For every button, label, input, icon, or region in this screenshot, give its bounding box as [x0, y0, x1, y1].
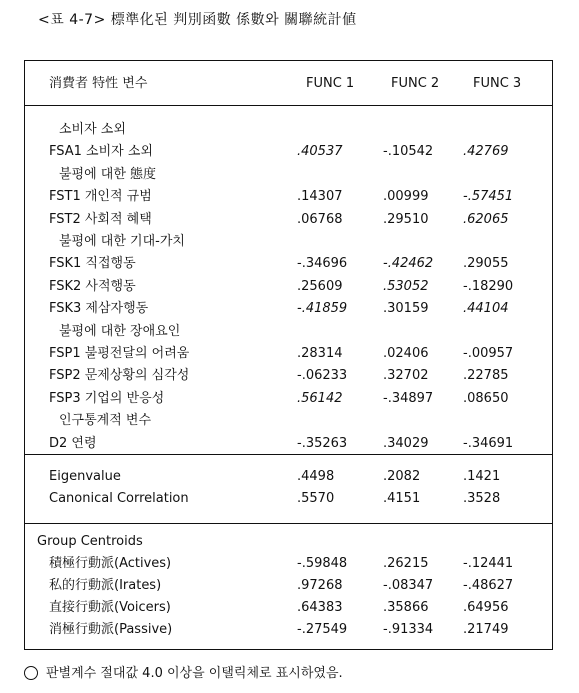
row-label: Canonical Correlation — [49, 491, 189, 506]
func-2-value: .30159 — [383, 301, 429, 317]
func-3-value: .08650 — [463, 390, 509, 406]
row-label: D2 연령 — [49, 435, 97, 451]
coefficient-row — [25, 276, 552, 298]
func-1-value: -.35263 — [297, 435, 348, 451]
func-2-value: .29510 — [383, 211, 429, 227]
footnote-text: 판별계수 절대값 4.0 이상을 이탤릭체로 표시하였음. — [46, 666, 343, 681]
header-func-1: FUNC 1 — [306, 76, 355, 91]
centroid-row — [25, 619, 552, 641]
func-2-value: -.91334 — [383, 622, 434, 637]
coefficient-row — [25, 433, 552, 455]
func-3-value: -.48627 — [463, 578, 514, 593]
row-label: FSA1 소비자 소외 — [49, 144, 153, 160]
coefficient-row — [25, 231, 552, 253]
centroid-row — [25, 553, 552, 575]
func-3-value: .62065 — [463, 211, 509, 227]
func-2-value: -.34897 — [383, 390, 434, 406]
coefficient-row — [25, 343, 552, 365]
coefficient-row — [25, 321, 552, 343]
row-label: FST1 개인적 규범 — [49, 189, 152, 205]
coefficient-row — [25, 365, 552, 387]
func-3-value: -.00957 — [463, 346, 514, 361]
row-label: FSP1 불평전달의 어려움 — [49, 346, 190, 361]
func-2-value: -.42462 — [383, 256, 434, 272]
coefficient-row — [25, 298, 552, 320]
coefficient-row — [25, 209, 552, 231]
stat-row — [25, 488, 552, 510]
func-3-value: .1421 — [463, 469, 501, 484]
coefficient-row — [25, 141, 552, 163]
func-2-value: .26215 — [383, 556, 429, 571]
stats-divider — [25, 454, 552, 455]
row-label: 소비자 소외 — [59, 122, 126, 137]
func-1-value: .64383 — [297, 600, 343, 615]
header-func-2: FUNC 2 — [391, 76, 440, 91]
func-2-value: .32702 — [383, 368, 429, 384]
func-3-value: -.12441 — [463, 556, 514, 571]
centroid-row — [25, 575, 552, 597]
func-2-value: .2082 — [383, 469, 421, 484]
func-2-value: .35866 — [383, 600, 429, 615]
coefficient-row — [25, 410, 552, 432]
func-1-value: -.27549 — [297, 622, 348, 637]
coefficient-row — [25, 119, 552, 141]
func-1-value: .40537 — [297, 144, 343, 160]
func-1-value: .28314 — [297, 346, 343, 361]
func-1-value: -.41859 — [297, 301, 348, 317]
centroids-title: Group Centroids — [37, 534, 143, 549]
row-label: 直接行動派(Voicers) — [49, 600, 171, 615]
row-label: 私的行動派(Irates) — [49, 578, 162, 593]
row-label: FSK1 직접행동 — [49, 256, 136, 272]
row-label: 불평에 대한 기대-가치 — [59, 234, 185, 249]
row-label: 불평에 대한 장애요인 — [59, 323, 181, 339]
row-label: 消極行動派(Passive) — [49, 622, 173, 637]
func-3-value: .29055 — [463, 256, 509, 272]
row-label: FSP3 기업의 반응성 — [49, 390, 165, 406]
func-3-value: .21749 — [463, 622, 509, 637]
func-2-value: -.08347 — [383, 578, 434, 593]
discriminant-table — [24, 60, 553, 650]
func-2-value: .00999 — [383, 189, 429, 205]
func-1-value: .97268 — [297, 578, 343, 593]
func-3-value: .42769 — [463, 144, 509, 160]
func-3-value: -.18290 — [463, 278, 514, 294]
func-1-value: .14307 — [297, 189, 343, 205]
row-label: FST2 사회적 혜택 — [49, 211, 152, 227]
centroid-row — [25, 597, 552, 619]
centroids-title-row — [25, 531, 552, 553]
row-label: 불평에 대한 態度 — [59, 166, 157, 182]
row-label: 인구통계적 변수 — [59, 413, 152, 429]
coefficient-row — [25, 186, 552, 208]
func-2-value: .53052 — [383, 278, 429, 294]
func-3-value: .64956 — [463, 600, 509, 615]
circle-bullet-icon — [24, 666, 38, 680]
func-1-value: -.59848 — [297, 556, 348, 571]
func-2-value: -.10542 — [383, 144, 434, 160]
func-3-value: -.34691 — [463, 435, 514, 451]
func-3-value: -.57451 — [463, 189, 514, 205]
func-3-value: .3528 — [463, 491, 501, 506]
row-label: 積極行動派(Actives) — [49, 556, 172, 571]
coefficient-row — [25, 388, 552, 410]
coefficient-row — [25, 164, 552, 186]
func-1-value: -.34696 — [297, 256, 348, 272]
table-header-row — [25, 73, 552, 95]
func-3-value: .44104 — [463, 301, 509, 317]
centroids-divider — [25, 523, 552, 524]
row-label: Eigenvalue — [49, 469, 121, 484]
header-divider — [25, 105, 552, 106]
func-2-value: .34029 — [383, 435, 429, 451]
row-label: FSK3 제삼자행동 — [49, 301, 149, 317]
row-label: FSK2 사적행동 — [49, 278, 136, 294]
header-func-3: FUNC 3 — [473, 76, 522, 91]
table-caption: <표 4-7> 標準化된 判別函數 係數와 關聯統計値 — [38, 12, 357, 28]
func-1-value: .4498 — [297, 469, 335, 484]
row-label: FSP2 문제상황의 심각성 — [49, 368, 190, 384]
func-2-value: .4151 — [383, 491, 421, 506]
func-2-value: .02406 — [383, 346, 429, 361]
func-3-value: .22785 — [463, 368, 509, 384]
header-variable: 消費者 特性 변수 — [49, 76, 148, 91]
func-1-value: .06768 — [297, 211, 343, 227]
stat-row — [25, 466, 552, 488]
func-1-value: .25609 — [297, 278, 343, 294]
coefficient-row — [25, 253, 552, 275]
func-1-value: .5570 — [297, 491, 335, 506]
func-1-value: -.06233 — [297, 368, 348, 384]
func-1-value: .56142 — [297, 390, 343, 406]
footnote — [24, 662, 343, 681]
